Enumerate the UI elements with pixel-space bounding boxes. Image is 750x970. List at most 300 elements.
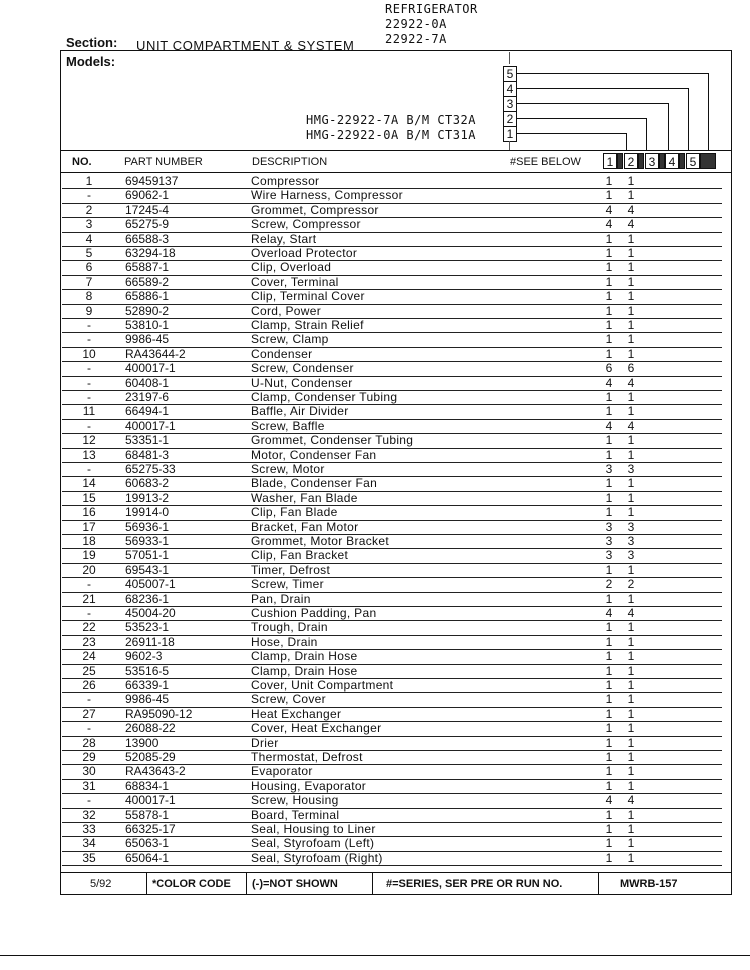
- qty-model-2: 1: [627, 260, 635, 275]
- connector-5: [708, 73, 709, 151]
- table-row: [62, 750, 722, 765]
- part-item-number: 22: [82, 620, 96, 635]
- part-description: Clip, Terminal Cover: [251, 289, 365, 304]
- qty-model-2: 1: [627, 778, 635, 793]
- part-description: Clip, Overload: [251, 260, 332, 275]
- part-description: Screw, Clamp: [251, 332, 329, 347]
- part-description: Evaporator: [251, 764, 313, 779]
- part-item-number: -: [87, 793, 91, 808]
- part-description: Board, Terminal: [251, 807, 340, 822]
- part-number: 68481-3: [125, 447, 170, 462]
- model-box-1: 1: [503, 126, 517, 142]
- qty-model-2: 3: [627, 519, 635, 534]
- title-line-1: REFRIGERATOR: [385, 2, 478, 16]
- model-box-4: 4: [503, 81, 517, 97]
- footer-divider: [598, 873, 599, 895]
- part-item-number: -: [87, 361, 91, 376]
- qty-model-1: 1: [605, 750, 613, 764]
- qty-model-2: 1: [627, 332, 635, 347]
- part-number: 55878-1: [125, 807, 170, 822]
- part-description: Clamp, Strain Relief: [251, 318, 364, 332]
- qty-model-2: 1: [627, 505, 635, 520]
- col-description: DESCRIPTION: [252, 156, 328, 168]
- qty-model-2: 1: [627, 490, 635, 505]
- part-description: Wire Harness, Compressor: [251, 188, 403, 203]
- footer-series-note: #=SERIES, SER PRE OR RUN NO.: [386, 878, 563, 890]
- table-row: [62, 736, 722, 751]
- part-number: 9602-3: [125, 649, 163, 664]
- part-number: 65886-1: [125, 289, 170, 304]
- qty-model-1: 1: [605, 706, 613, 721]
- qty-model-2: 1: [627, 591, 635, 606]
- qty-model-1: 3: [605, 534, 613, 548]
- qty-model-2: 1: [627, 188, 635, 203]
- table-row: [62, 577, 722, 592]
- table-row: [62, 203, 722, 218]
- part-item-number: -: [87, 692, 91, 707]
- part-item-number: 4: [85, 231, 93, 246]
- part-item-number: 18: [82, 534, 96, 548]
- part-description: Timer, Defrost: [251, 562, 331, 577]
- table-row: [62, 822, 722, 837]
- section-value: UNIT COMPARTMENT & SYSTEM: [136, 38, 355, 53]
- part-description: Seal, Styrofoam (Right): [251, 850, 383, 865]
- part-number: 9986-45: [125, 692, 170, 707]
- part-number: 52890-2: [125, 303, 170, 318]
- part-item-number: -: [87, 462, 91, 476]
- qty-model-1: 1: [605, 390, 613, 404]
- qty-model-2: 4: [627, 202, 635, 217]
- model-box-3: 3: [503, 96, 517, 112]
- part-number: 400017-1: [125, 418, 176, 433]
- part-description: Clamp, Drain Hose: [251, 649, 358, 664]
- qty-model-2: 1: [627, 246, 635, 260]
- page-bottom-rule: [0, 955, 750, 956]
- qty-model-1: 1: [605, 505, 613, 520]
- table-row: [62, 606, 722, 621]
- table-row: [62, 304, 722, 319]
- qty-model-2: 1: [627, 822, 635, 836]
- footer-date: 5/92: [90, 878, 112, 890]
- part-description: Hose, Drain: [251, 634, 318, 649]
- qty-model-1: 6: [605, 361, 613, 376]
- part-description: Relay, Start: [251, 231, 317, 246]
- part-number: 19914-0: [125, 505, 170, 520]
- section-label: Section:: [66, 35, 118, 50]
- shade-marker: [659, 153, 665, 169]
- qty-model-1: 1: [605, 807, 613, 822]
- part-description: Screw, Timer: [251, 577, 324, 592]
- part-number: 53516-5: [125, 663, 170, 678]
- part-description: Seal, Styrofoam (Left): [251, 836, 375, 851]
- qty-model-1: 1: [605, 318, 613, 332]
- shade-marker: [617, 153, 623, 169]
- qty-model-1: 2: [605, 577, 613, 592]
- part-number: 68834-1: [125, 778, 170, 793]
- connector-2: [517, 118, 647, 119]
- part-item-number: 13: [82, 447, 96, 462]
- table-row: [62, 851, 722, 866]
- qty-model-2: 1: [627, 562, 635, 577]
- part-item-number: 3: [85, 217, 93, 232]
- models-label: Models:: [66, 54, 116, 69]
- col-no: NO.: [72, 156, 92, 168]
- qty-model-2: 1: [627, 318, 635, 332]
- part-description: Screw, Condenser: [251, 361, 354, 376]
- part-description: Cord, Power: [251, 303, 321, 318]
- qty-model-2: 1: [627, 706, 635, 721]
- qty-model-2: 1: [627, 692, 635, 707]
- qty-model-1: 1: [605, 663, 613, 678]
- connector-4: [688, 88, 689, 151]
- qty-model-1: 1: [605, 174, 613, 188]
- part-description: U-Nut, Condenser: [251, 375, 353, 390]
- qty-model-2: 1: [627, 289, 635, 304]
- part-number: 66589-2: [125, 274, 170, 289]
- col-part-number: PART NUMBER: [124, 156, 203, 168]
- part-item-number: 9: [85, 303, 93, 318]
- part-number: 45004-20: [125, 606, 176, 620]
- part-number: 405007-1: [125, 577, 176, 592]
- part-description: Screw, Cover: [251, 692, 326, 707]
- document-title: [385, 2, 478, 47]
- part-number: RA95090-12: [125, 706, 193, 721]
- part-item-number: -: [87, 332, 91, 347]
- qty-model-2: 1: [627, 404, 635, 419]
- qty-model-2: 1: [627, 764, 635, 779]
- qty-model-1: 1: [605, 850, 613, 865]
- part-number: 17245-4: [125, 202, 170, 217]
- qty-model-1: 1: [605, 649, 613, 664]
- table-row: [62, 592, 722, 607]
- qty-model-2: 4: [627, 418, 635, 433]
- footer-doc-code: MWRB-157: [620, 878, 678, 890]
- qty-model-2: 6: [627, 361, 635, 376]
- table-row: [62, 476, 722, 491]
- table-row: [62, 188, 722, 203]
- part-number: 56933-1: [125, 534, 170, 548]
- qty-model-2: 1: [627, 649, 635, 664]
- part-number: 23197-6: [125, 390, 170, 404]
- qty-model-1: 1: [605, 246, 613, 260]
- qty-model-2: 1: [627, 807, 635, 822]
- qty-model-1: 1: [605, 303, 613, 318]
- qty-model-2: 4: [627, 793, 635, 808]
- part-description: Blade, Condenser Fan: [251, 476, 378, 491]
- header-divider: [60, 172, 732, 173]
- table-row: [62, 779, 722, 794]
- part-description: Seal, Housing to Liner: [251, 822, 376, 836]
- part-number: 60683-2: [125, 476, 170, 491]
- footer-divider: [246, 873, 247, 895]
- table-row: [62, 347, 722, 362]
- qty-model-1: 1: [605, 332, 613, 347]
- part-item-number: 24: [82, 649, 96, 664]
- table-row: [62, 635, 722, 650]
- table-row: [62, 764, 722, 779]
- model-box-marker: [509, 52, 510, 64]
- part-item-number: 34: [82, 836, 96, 851]
- qty-model-1: 1: [605, 274, 613, 289]
- qty-model-1: 4: [605, 606, 613, 620]
- part-item-number: 23: [82, 634, 96, 649]
- model-line-2: HMG-22922-7A B/M CT32A: [306, 113, 476, 127]
- table-row: [62, 419, 722, 434]
- part-description: Cover, Unit Compartment: [251, 678, 394, 692]
- table-row: [62, 246, 722, 261]
- qty-model-2: 1: [627, 303, 635, 318]
- part-number: 63294-18: [125, 246, 176, 260]
- part-item-number: 1: [85, 174, 93, 188]
- part-number: 65887-1: [125, 260, 170, 275]
- part-item-number: 19: [82, 548, 96, 563]
- part-item-number: 27: [82, 706, 96, 721]
- qty-model-2: 3: [627, 462, 635, 476]
- title-line-3: 22922-7A: [385, 32, 447, 46]
- qty-model-2: 1: [627, 836, 635, 851]
- connector-3: [668, 103, 669, 151]
- part-item-number: 5: [85, 246, 93, 260]
- part-description: Screw, Baffle: [251, 418, 325, 433]
- qty-model-2: 4: [627, 375, 635, 390]
- qty-model-1: 1: [605, 490, 613, 505]
- qty-model-1: 1: [605, 836, 613, 851]
- model-col-2: 2: [624, 153, 638, 169]
- footer-bar: [60, 872, 732, 895]
- qty-model-1: 1: [605, 260, 613, 275]
- part-description: Trough, Drain: [251, 620, 328, 635]
- part-item-number: 15: [82, 490, 96, 505]
- model-col-1: 1: [603, 153, 617, 169]
- part-number: 66588-3: [125, 231, 170, 246]
- qty-model-1: 1: [605, 692, 613, 707]
- part-item-number: 31: [82, 778, 96, 793]
- part-number: 69062-1: [125, 188, 170, 203]
- table-row: [62, 692, 722, 707]
- part-description: Cover, Terminal: [251, 274, 339, 289]
- table-row: [62, 275, 722, 290]
- qty-model-1: 1: [605, 822, 613, 836]
- qty-model-1: 1: [605, 634, 613, 649]
- part-description: Cover, Heat Exchanger: [251, 721, 382, 736]
- qty-model-1: 4: [605, 418, 613, 433]
- table-row: [62, 361, 722, 376]
- table-row: [62, 332, 722, 347]
- part-item-number: 12: [82, 433, 96, 448]
- qty-model-1: 1: [605, 721, 613, 736]
- table-row: [62, 376, 722, 391]
- qty-model-2: 1: [627, 476, 635, 491]
- part-description: Clip, Fan Blade: [251, 505, 338, 520]
- qty-model-1: 3: [605, 462, 613, 476]
- qty-model-2: 1: [627, 634, 635, 649]
- part-item-number: -: [87, 606, 91, 620]
- qty-model-1: 1: [605, 591, 613, 606]
- qty-model-2: 3: [627, 534, 635, 548]
- qty-model-2: 1: [627, 620, 635, 635]
- qty-model-2: 1: [627, 231, 635, 246]
- part-item-number: 7: [85, 274, 93, 289]
- part-description: Condenser: [251, 346, 313, 361]
- part-item-number: 8: [85, 289, 93, 304]
- qty-model-2: 1: [627, 433, 635, 448]
- footer-color-code: *COLOR CODE: [152, 878, 231, 890]
- qty-model-1: 1: [605, 231, 613, 246]
- part-description: Pan, Drain: [251, 591, 311, 606]
- qty-model-1: 1: [605, 447, 613, 462]
- part-item-number: 35: [82, 850, 96, 865]
- table-row: [62, 721, 722, 736]
- qty-model-2: 1: [627, 663, 635, 678]
- part-number: 53351-1: [125, 433, 170, 448]
- qty-model-2: 1: [627, 850, 635, 865]
- part-item-number: -: [87, 188, 91, 203]
- table-row: [62, 520, 722, 535]
- qty-model-1: 1: [605, 620, 613, 635]
- model-box-5: 5: [503, 66, 517, 82]
- table-row: [62, 808, 722, 823]
- table-row: [62, 836, 722, 851]
- part-item-number: 26: [82, 678, 96, 692]
- qty-model-1: 1: [605, 404, 613, 419]
- qty-model-2: 4: [627, 217, 635, 232]
- table-row: [62, 404, 722, 419]
- qty-model-1: 1: [605, 188, 613, 203]
- part-item-number: -: [87, 318, 91, 332]
- qty-model-1: 4: [605, 793, 613, 808]
- part-number: RA43643-2: [125, 764, 186, 779]
- part-number: 66494-1: [125, 404, 170, 419]
- table-row: [62, 707, 722, 722]
- part-number: 65064-1: [125, 850, 170, 865]
- part-number: 13900: [125, 735, 159, 750]
- part-number: 57051-1: [125, 548, 170, 563]
- qty-model-2: 1: [627, 447, 635, 462]
- part-item-number: -: [87, 375, 91, 390]
- model-col-3: 3: [645, 153, 659, 169]
- part-description: Baffle, Air Divider: [251, 404, 349, 419]
- table-row: [62, 491, 722, 506]
- qty-model-2: 4: [627, 606, 635, 620]
- footer-divider: [146, 873, 147, 895]
- part-item-number: 6: [85, 260, 93, 275]
- qty-model-2: 1: [627, 174, 635, 188]
- connector-1: [626, 133, 627, 151]
- part-item-number: -: [87, 418, 91, 433]
- part-item-number: 16: [82, 505, 96, 520]
- qty-model-2: 1: [627, 346, 635, 361]
- footer-not-shown: (-)=NOT SHOWN: [252, 878, 338, 890]
- qty-model-1: 3: [605, 548, 613, 563]
- part-number: 400017-1: [125, 793, 176, 808]
- table-row: [62, 433, 722, 448]
- part-number: 69459137: [125, 174, 179, 188]
- table-row: [62, 664, 722, 679]
- part-description: Motor, Condenser Fan: [251, 447, 377, 462]
- qty-model-2: 1: [627, 750, 635, 764]
- part-item-number: -: [87, 577, 91, 592]
- part-description: Grommet, Condenser Tubing: [251, 433, 414, 448]
- part-description: Bracket, Fan Motor: [251, 519, 359, 534]
- part-number: 56936-1: [125, 519, 170, 534]
- model-box-2: 2: [503, 111, 517, 127]
- qty-model-2: 1: [627, 735, 635, 750]
- table-row: [62, 232, 722, 247]
- table-row: [62, 678, 722, 693]
- part-item-number: 25: [82, 663, 96, 678]
- part-item-number: 14: [82, 476, 96, 491]
- part-number: 53810-1: [125, 318, 170, 332]
- part-description: Clamp, Drain Hose: [251, 663, 358, 678]
- part-number: 68236-1: [125, 591, 170, 606]
- table-row: [62, 289, 722, 304]
- table-row: [62, 563, 722, 578]
- part-number: 19913-2: [125, 490, 170, 505]
- title-line-2: 22922-0A: [385, 17, 447, 31]
- qty-model-2: 2: [627, 577, 635, 592]
- part-number: 65275-33: [125, 462, 176, 476]
- part-item-number: 2: [85, 202, 93, 217]
- part-item-number: 33: [82, 822, 96, 836]
- connector-1: [517, 133, 627, 134]
- part-description: Washer, Fan Blade: [251, 490, 358, 505]
- table-row: [62, 217, 722, 232]
- part-item-number: 30: [82, 764, 96, 779]
- qty-model-1: 1: [605, 289, 613, 304]
- part-description: Clip, Fan Bracket: [251, 548, 349, 563]
- shade-marker: [700, 153, 716, 169]
- part-description: Clamp, Condenser Tubing: [251, 390, 398, 404]
- part-number: 69543-1: [125, 562, 170, 577]
- part-description: Housing, Evaporator: [251, 778, 367, 793]
- connector-2: [646, 118, 647, 151]
- part-item-number: 10: [82, 346, 96, 361]
- qty-model-1: 1: [605, 562, 613, 577]
- part-number: RA43644-2: [125, 346, 186, 361]
- part-number: 26911-18: [125, 634, 175, 649]
- table-row: [62, 448, 722, 463]
- part-item-number: 29: [82, 750, 96, 764]
- table-row: [62, 649, 722, 664]
- part-item-number: -: [87, 721, 91, 736]
- table-row: [62, 260, 722, 275]
- part-item-number: 21: [82, 591, 96, 606]
- qty-model-1: 4: [605, 217, 613, 232]
- shade-marker: [679, 153, 685, 169]
- qty-model-2: 1: [627, 274, 635, 289]
- part-description: Compressor: [251, 174, 320, 188]
- connector-4: [517, 88, 689, 89]
- part-item-number: 20: [82, 562, 96, 577]
- part-number: 52085-29: [125, 750, 176, 764]
- table-row: [62, 462, 722, 477]
- part-description: Screw, Housing: [251, 793, 339, 808]
- part-description: Cushion Padding, Pan: [251, 606, 377, 620]
- qty-model-1: 1: [605, 778, 613, 793]
- part-number: 26088-22: [125, 721, 176, 736]
- qty-model-1: 4: [605, 202, 613, 217]
- part-number: 53523-1: [125, 620, 170, 635]
- part-item-number: 32: [82, 807, 96, 822]
- model-col-5: 5: [686, 153, 700, 169]
- table-row: [62, 793, 722, 808]
- qty-model-1: 1: [605, 433, 613, 448]
- qty-model-1: 3: [605, 519, 613, 534]
- footer-divider: [372, 873, 373, 895]
- col-see-below: #SEE BELOW: [510, 156, 581, 168]
- shade-marker: [638, 153, 644, 169]
- qty-model-2: 3: [627, 548, 635, 563]
